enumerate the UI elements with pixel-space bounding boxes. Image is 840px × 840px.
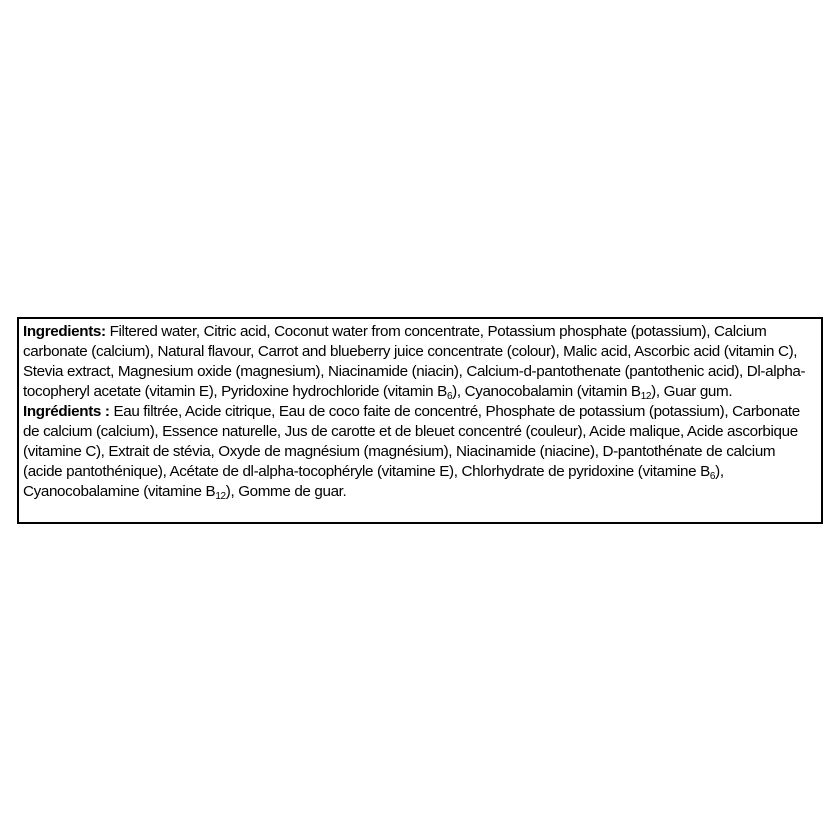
ingredients-english-text: ), Cyanocobalamin (vitamin B [452, 383, 641, 400]
ingredients-french-label: Ingrédients : [23, 403, 110, 420]
vitamin-b6-subscript: 6 [446, 391, 453, 402]
ingredients-english-text: Filtered water, Citric acid, Coconut water from concentrate, Potassium phosphate (potassium), Calcium carbonate (calcium), Natural flavour, Carrot and blueberry juice concentrate (colour), Malic acid, Ascorbic acid (vitamin C), Stevia extract, Magnesium oxide (magnesium), Niacinamide (niacin), Calcium-d-pantothenate (pantothenic acid), Dl-alpha-tocopheryl acetate (vitamin E), Pyridoxine hydrochloride (vitamin B [23, 323, 806, 400]
vitamine-b6-subscript: 6 [709, 471, 716, 482]
ingredients-french-text: ), Cyanocobalamine (vitamine B [23, 463, 724, 500]
ingredients-english-label: Ingredients: [23, 323, 106, 340]
ingredients-french-text: ), Gomme de guar. [225, 483, 347, 500]
vitamine-b12-subscript: 12 [215, 491, 226, 502]
ingredients-french-text: Eau filtrée, Acide citrique, Eau de coco faite de concentré, Phosphate de potassium (potassium), Carbonate de calcium (calcium), Essence naturelle, Jus de carotte et de bleuet concentré (couleur), Acide malique, Acide ascorbique (vitamine C), Extrait de stévia, Oxyde de magnésium (magnésium), Niacinamide (niacine), D-pantothénate de calcium (acide pantothénique), Acétate de dl-alpha-tocophéryle (vitamine E), Chlorhydrate de pyridoxine (vitamine B [23, 403, 800, 480]
vitamin-b12-subscript: 12 [640, 391, 652, 402]
ingredients-english-text: ), Guar gum. [651, 383, 733, 400]
ingredients-panel [17, 317, 823, 524]
ingredients-english [23, 322, 817, 402]
ingredients-text [23, 322, 817, 502]
ingredients-french [23, 402, 817, 502]
